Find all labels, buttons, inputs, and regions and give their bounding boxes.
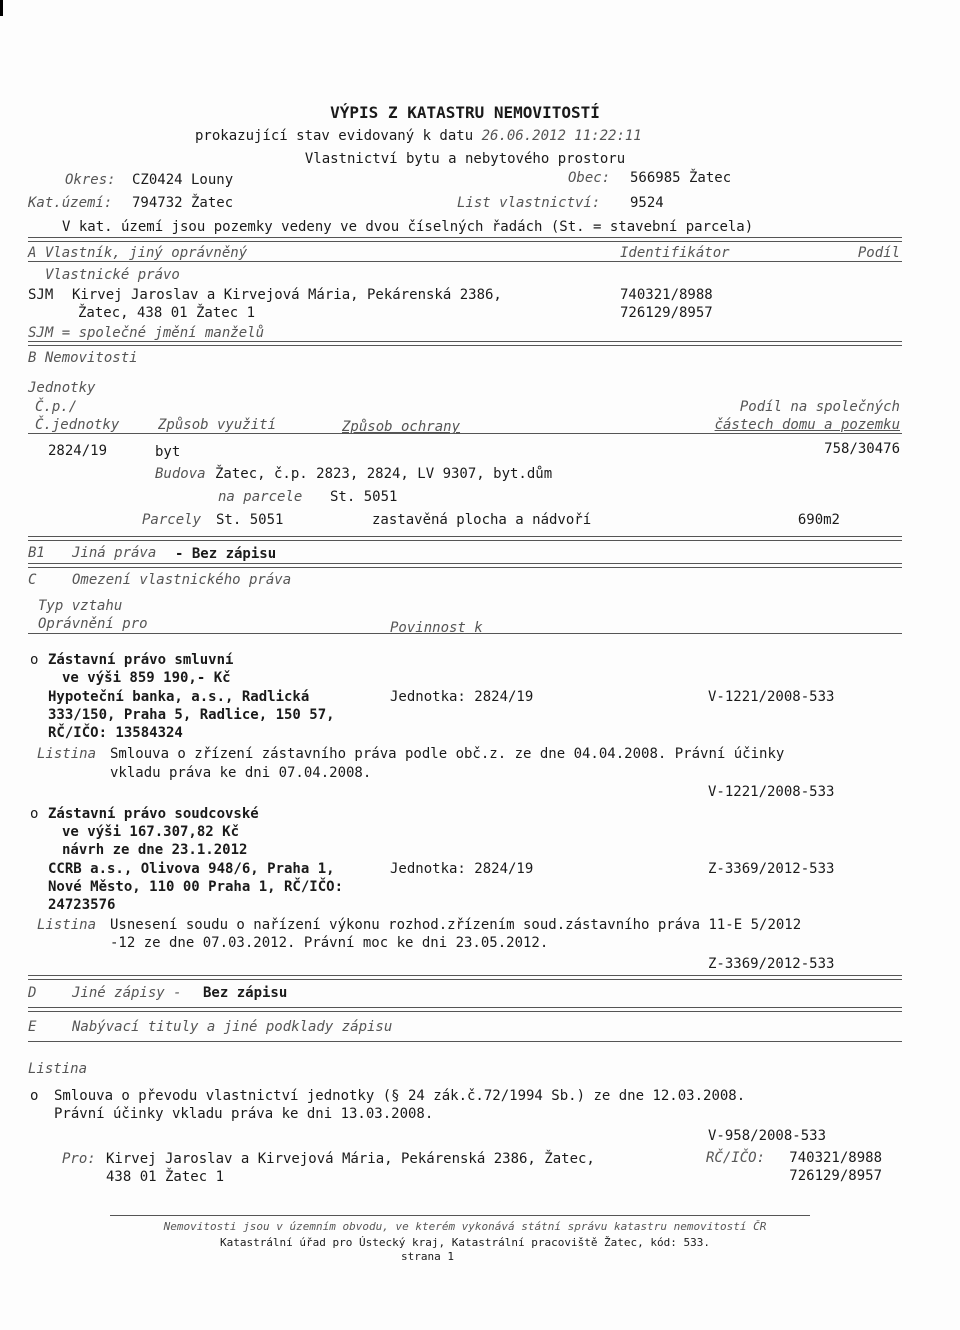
- jina-prava-label: Jiná práva: [72, 545, 157, 561]
- parcely-use: zastavěná plocha a nádvoří: [372, 512, 592, 528]
- owner-id-2: 726129/8957: [620, 305, 713, 321]
- section-c-letter: C: [28, 572, 37, 588]
- budova-value: Žatec, č.p. 2823, 2824, LV 9307, byt.dům: [215, 466, 553, 482]
- footer-line: Katastrální úřad pro Ústecký kraj, Katastrální pracoviště Žatec, kód: 533.: [219, 1236, 711, 1249]
- subtitle: prokazující stav evidovaný k datu 26.06.2012 11:22:11: [195, 128, 642, 144]
- lien-reference: V-1221/2008-533: [708, 689, 835, 705]
- divider: [28, 341, 902, 346]
- unit-number: 2824/19: [48, 443, 108, 459]
- listina-label: Listina: [28, 1061, 88, 1077]
- footer-line: Nemovitosti jsou v územním obvodu, ve kterém vykonává státní správu katastru nemovitostí ČR: [163, 1220, 767, 1233]
- divider: [28, 1007, 902, 1012]
- listina-text: Smlouva o zřízení zástavního práva podle obč.z. ze dne 04.04.2008. Právní účinky: [110, 746, 785, 762]
- okres-value: CZ0424 Louny: [132, 172, 234, 188]
- okres-label: Okres:: [65, 172, 116, 188]
- lien-party: 333/150, Praha 5, Radlice, 150 57,: [48, 707, 335, 723]
- lien-amount: ve výši 167.307,82 Kč: [62, 824, 240, 840]
- jine-zapisy-value: Bez zápisu: [203, 985, 288, 1001]
- footer-divider: [110, 1215, 810, 1216]
- divider: [28, 633, 902, 634]
- obec-label: Obec:: [568, 170, 611, 186]
- owner-name: Kirvej Jaroslav a Kirvejová Mária, Pekárenská 2386,: [72, 287, 502, 303]
- section-d-letter: D: [28, 985, 37, 1001]
- divider: [28, 1041, 902, 1042]
- listina-label: Listina: [37, 917, 97, 933]
- divider: [28, 237, 902, 242]
- parcely-area: 690m2: [797, 512, 840, 528]
- jina-prava-value: - Bez zápisu: [175, 546, 277, 562]
- section-a-heading: A Vlastník, jiný oprávněný: [28, 245, 248, 261]
- section-b1-letter: B1: [28, 545, 45, 561]
- obec-value: 566985 Žatec: [630, 170, 732, 186]
- povinnost-k-header: Povinnost k: [390, 620, 483, 636]
- listina-label: Listina: [37, 746, 97, 762]
- bullet: o: [30, 652, 39, 668]
- section-e-letter: E: [28, 1019, 37, 1035]
- page-number: strana 1: [401, 1250, 454, 1263]
- katuzemi-value: 794732 Žatec: [132, 195, 234, 211]
- lien-jednotka: Jednotka: 2824/19: [390, 861, 534, 877]
- document-title: VÝPIS Z KATASTRU NEMOVITOSTÍ: [330, 103, 600, 122]
- bullet: o: [30, 806, 39, 822]
- unit-share: 758/30476: [824, 441, 900, 457]
- na-parcele-value: St. 5051: [330, 489, 398, 505]
- lien-reference: Z-3369/2012-533: [708, 956, 835, 972]
- section-c-heading: Omezení vlastnického práva: [72, 572, 292, 588]
- section-e-heading: Nabývací tituly a jiné podklady zápisu: [72, 1019, 393, 1035]
- owner-address: Žatec, 438 01 Žatec 1: [78, 305, 256, 321]
- lien-title: Zástavní právo soudcovské: [48, 806, 259, 822]
- owner-tag: SJM: [28, 287, 54, 303]
- divider: [28, 975, 902, 980]
- cp-header: Č.p./: [35, 399, 78, 415]
- rc-label: RČ/IČO:: [706, 1150, 766, 1166]
- listina-text: -12 ze dne 07.03.2012. Právní moc ke dni 23.05.2012.: [110, 935, 549, 951]
- lien-party: 24723576: [48, 897, 116, 913]
- parcely-label: Parcely: [142, 512, 202, 528]
- cislo-jednotky-header: Č.jednotky: [35, 417, 120, 433]
- pro-line: 438 01 Žatec 1: [106, 1169, 225, 1185]
- divider: [28, 261, 902, 262]
- podil-header: Podíl: [857, 245, 900, 261]
- title-deed-line: Právní účinky vkladu práva ke dni 13.03.2008.: [54, 1106, 434, 1122]
- title-deed-line: Smlouva o převodu vlastnictví jednotky (§ 24 zák.č.72/1994 Sb.) ze dne 12.03.2008.: [54, 1088, 746, 1104]
- title-deed-reference: V-958/2008-533: [708, 1128, 827, 1144]
- divider: [28, 433, 902, 434]
- divider: [28, 563, 902, 568]
- typ-vztahu-header: Typ vztahu: [38, 598, 123, 614]
- lien-reference: Z-3369/2012-533: [708, 861, 835, 877]
- document-kind: Vlastnictví bytu a nebytového prostoru: [304, 151, 626, 167]
- list-vlastnictvi-label: List vlastnictví:: [457, 195, 601, 211]
- listina-text: vkladu práva ke dni 07.04.2008.: [110, 765, 372, 781]
- lien-party: RČ/IČO: 13584324: [48, 725, 183, 741]
- podil-spolecnych-header: Podíl na společných: [739, 399, 900, 415]
- budova-label: Budova: [155, 466, 206, 482]
- zpusob-ochrany-header: Způsob ochrany: [342, 419, 461, 435]
- lien-jednotka: Jednotka: 2824/19: [390, 689, 534, 705]
- opravneni-pro-header: Oprávnění pro: [38, 616, 148, 632]
- lien-party: CCRB a.s., Olivova 948/6, Praha 1,: [48, 861, 335, 877]
- list-vlastnictvi-value: 9524: [630, 195, 664, 211]
- parcely-value: St. 5051: [216, 512, 284, 528]
- na-parcele-label: na parcele: [218, 489, 303, 505]
- margin-mark: [0, 0, 3, 16]
- section-b-heading: B Nemovitosti: [28, 350, 138, 366]
- owner-id-1: 740321/8988: [620, 287, 713, 303]
- lien-party: Nové Město, 110 00 Praha 1, RČ/IČO:: [48, 879, 344, 895]
- lien-title: Zástavní právo smluvní: [48, 652, 234, 668]
- pro-line: Kirvej Jaroslav a Kirvejová Mária, Pekárenská 2386, Žatec,: [106, 1151, 595, 1167]
- podil-spolecnych-header-2: částech domu a pozemku: [714, 417, 900, 433]
- pro-label: Pro:: [62, 1151, 96, 1167]
- rc-value: 726129/8957: [789, 1168, 882, 1184]
- unit-use: byt: [155, 444, 181, 460]
- lien-party: Hypoteční banka, a.s., Radlická: [48, 689, 310, 705]
- bullet: o: [30, 1088, 39, 1104]
- identifikator-header: Identifikátor: [620, 245, 730, 261]
- sjm-note: SJM = společné jmění manželů: [28, 325, 265, 341]
- katuzemi-label: Kat.území:: [28, 195, 113, 211]
- lien-amount: ve výši 859 190,- Kč: [62, 670, 231, 686]
- jine-zapisy-label: Jiné zápisy -: [72, 985, 182, 1001]
- lien-proposal: návrh ze dne 23.1.2012: [62, 842, 248, 858]
- divider: [28, 536, 902, 541]
- lien-reference: V-1221/2008-533: [708, 784, 835, 800]
- listina-text: Usnesení soudu o nařízení výkonu rozhod.zřízením soud.zástavního práva 11-E 5/2012: [110, 917, 802, 933]
- jednotky-label: Jednotky: [28, 380, 96, 396]
- vlastnicke-pravo-label: Vlastnické právo: [45, 267, 180, 283]
- zpusob-vyuziti-header: Způsob využití: [158, 417, 277, 433]
- rc-value: 740321/8988: [789, 1150, 882, 1166]
- parcel-note: V kat. území jsou pozemky vedeny ve dvou číselných řadách (St. = stavební parcela): [62, 219, 754, 235]
